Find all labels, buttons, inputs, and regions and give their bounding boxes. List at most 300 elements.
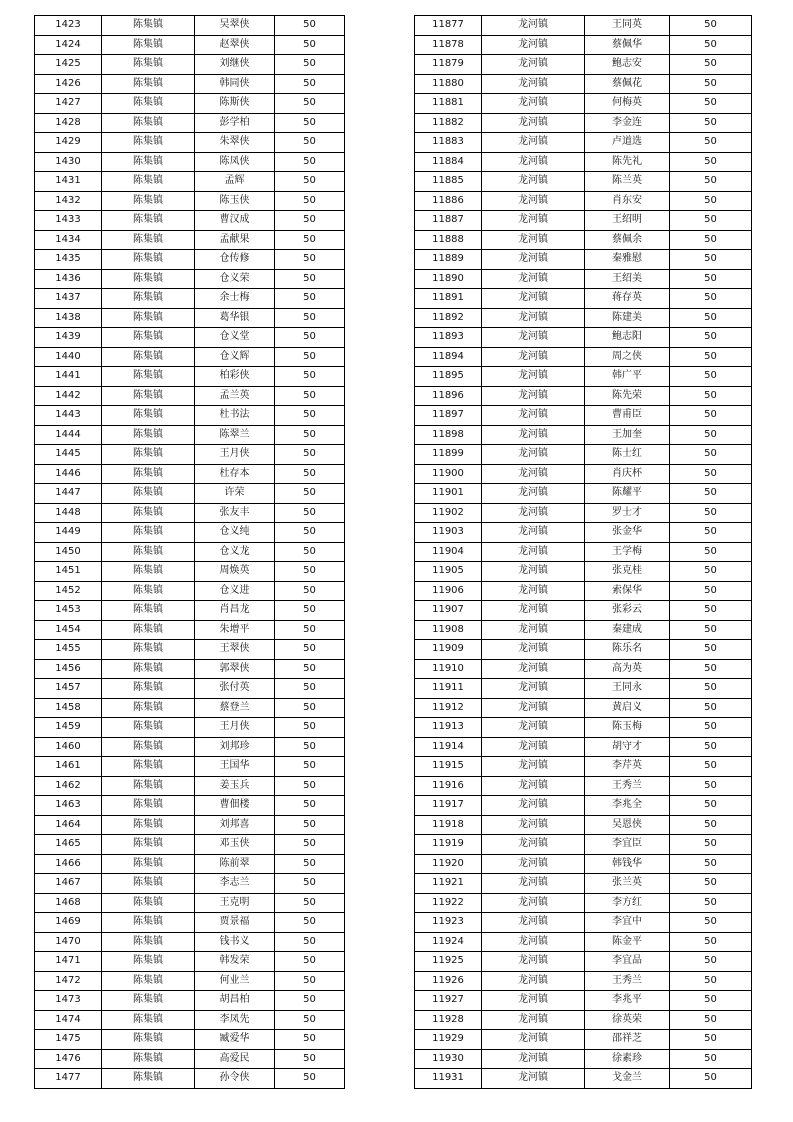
amount-cell: 50 <box>275 854 345 874</box>
town-cell: 龙河镇 <box>482 679 585 699</box>
amount-cell: 50 <box>670 113 752 133</box>
town-cell: 龙河镇 <box>482 16 585 36</box>
table-row <box>35 425 345 445</box>
town-cell: 陈集镇 <box>102 133 195 153</box>
table-row <box>415 269 752 289</box>
name-cell: 韩发荣 <box>195 952 275 972</box>
town-cell: 陈集镇 <box>102 211 195 231</box>
amount-cell: 50 <box>670 133 752 153</box>
table-row <box>35 1069 345 1089</box>
name-cell: 陈翠兰 <box>195 425 275 445</box>
town-cell: 龙河镇 <box>482 1069 585 1089</box>
name-cell: 李凤先 <box>195 1010 275 1030</box>
serial-number-cell: 11901 <box>415 484 482 504</box>
serial-number-cell: 1433 <box>35 211 102 231</box>
town-cell: 陈集镇 <box>102 503 195 523</box>
name-cell: 高爱民 <box>195 1049 275 1069</box>
name-cell: 李兆平 <box>585 991 670 1011</box>
serial-number-cell: 1474 <box>35 1010 102 1030</box>
name-cell: 朱增平 <box>195 620 275 640</box>
table-row <box>35 640 345 660</box>
name-cell: 陈乐名 <box>585 640 670 660</box>
amount-cell: 50 <box>670 74 752 94</box>
town-cell: 陈集镇 <box>102 74 195 94</box>
serial-number-cell: 1428 <box>35 113 102 133</box>
serial-number-cell: 11885 <box>415 172 482 192</box>
amount-cell: 50 <box>275 464 345 484</box>
amount-cell: 50 <box>275 698 345 718</box>
serial-number-cell: 1439 <box>35 328 102 348</box>
amount-cell: 50 <box>275 523 345 543</box>
amount-cell: 50 <box>670 620 752 640</box>
name-cell: 张友丰 <box>195 503 275 523</box>
table-row <box>415 74 752 94</box>
town-cell: 陈集镇 <box>102 971 195 991</box>
amount-cell: 50 <box>275 913 345 933</box>
table-row <box>415 991 752 1011</box>
serial-number-cell: 11898 <box>415 425 482 445</box>
town-cell: 龙河镇 <box>482 152 585 172</box>
amount-cell: 50 <box>275 776 345 796</box>
serial-number-cell: 11920 <box>415 854 482 874</box>
table-row <box>415 55 752 75</box>
name-cell: 陈斯侠 <box>195 94 275 114</box>
name-cell: 陈建美 <box>585 308 670 328</box>
name-cell: 孟辉 <box>195 172 275 192</box>
amount-cell: 50 <box>275 581 345 601</box>
name-cell: 索保华 <box>585 581 670 601</box>
table-row <box>415 1069 752 1089</box>
amount-cell: 50 <box>670 835 752 855</box>
name-cell: 陈士红 <box>585 445 670 465</box>
town-cell: 陈集镇 <box>102 230 195 250</box>
serial-number-cell: 11888 <box>415 230 482 250</box>
amount-cell: 50 <box>670 211 752 231</box>
serial-number-cell: 11928 <box>415 1010 482 1030</box>
town-cell: 陈集镇 <box>102 581 195 601</box>
name-cell: 秦雅慰 <box>585 250 670 270</box>
table-row <box>415 835 752 855</box>
table-row <box>415 425 752 445</box>
table-row <box>415 874 752 894</box>
amount-cell: 50 <box>670 445 752 465</box>
name-cell: 吴恩侠 <box>585 815 670 835</box>
town-cell: 龙河镇 <box>482 815 585 835</box>
serial-number-cell: 11902 <box>415 503 482 523</box>
town-cell: 陈集镇 <box>102 698 195 718</box>
serial-number-cell: 11926 <box>415 971 482 991</box>
town-cell: 龙河镇 <box>482 698 585 718</box>
table-row <box>35 464 345 484</box>
town-cell: 陈集镇 <box>102 913 195 933</box>
name-cell: 刘继侠 <box>195 55 275 75</box>
serial-number-cell: 1466 <box>35 854 102 874</box>
table-row <box>35 1010 345 1030</box>
amount-cell: 50 <box>670 347 752 367</box>
serial-number-cell: 11914 <box>415 737 482 757</box>
serial-number-cell: 11909 <box>415 640 482 660</box>
town-cell: 龙河镇 <box>482 620 585 640</box>
amount-cell: 50 <box>275 503 345 523</box>
serial-number-cell: 11891 <box>415 289 482 309</box>
table-row <box>415 893 752 913</box>
table-row <box>415 952 752 972</box>
town-cell: 龙河镇 <box>482 386 585 406</box>
name-cell: 曹汉成 <box>195 211 275 231</box>
table-row <box>35 523 345 543</box>
serial-number-cell: 1456 <box>35 659 102 679</box>
name-cell: 陈金平 <box>585 932 670 952</box>
serial-number-cell: 1469 <box>35 913 102 933</box>
amount-cell: 50 <box>670 406 752 426</box>
town-cell: 陈集镇 <box>102 620 195 640</box>
town-cell: 陈集镇 <box>102 152 195 172</box>
name-cell: 陈先礼 <box>585 152 670 172</box>
table-row <box>35 620 345 640</box>
table-row <box>415 815 752 835</box>
table-row <box>35 406 345 426</box>
amount-cell: 50 <box>670 991 752 1011</box>
table-row <box>415 230 752 250</box>
town-cell: 陈集镇 <box>102 308 195 328</box>
amount-cell: 50 <box>275 796 345 816</box>
amount-cell: 50 <box>670 718 752 738</box>
town-cell: 陈集镇 <box>102 35 195 55</box>
serial-number-cell: 1443 <box>35 406 102 426</box>
town-cell: 龙河镇 <box>482 835 585 855</box>
serial-number-cell: 1444 <box>35 425 102 445</box>
serial-number-cell: 1476 <box>35 1049 102 1069</box>
amount-cell: 50 <box>275 211 345 231</box>
table-row <box>35 659 345 679</box>
name-cell: 徐英荣 <box>585 1010 670 1030</box>
table-row <box>415 35 752 55</box>
table-row <box>35 854 345 874</box>
amount-cell: 50 <box>670 35 752 55</box>
name-cell: 贾景福 <box>195 913 275 933</box>
serial-number-cell: 1424 <box>35 35 102 55</box>
amount-cell: 50 <box>275 718 345 738</box>
serial-number-cell: 1458 <box>35 698 102 718</box>
name-cell: 李志兰 <box>195 874 275 894</box>
table-row <box>35 776 345 796</box>
serial-number-cell: 11925 <box>415 952 482 972</box>
amount-cell: 50 <box>275 971 345 991</box>
name-cell: 邓玉侠 <box>195 835 275 855</box>
amount-cell: 50 <box>670 698 752 718</box>
serial-number-cell: 1450 <box>35 542 102 562</box>
serial-number-cell: 1459 <box>35 718 102 738</box>
table-row <box>35 55 345 75</box>
amount-cell: 50 <box>670 55 752 75</box>
town-cell: 龙河镇 <box>482 133 585 153</box>
amount-cell: 50 <box>670 16 752 36</box>
name-cell: 柏彩侠 <box>195 367 275 387</box>
town-cell: 龙河镇 <box>482 269 585 289</box>
name-cell: 曹佃楼 <box>195 796 275 816</box>
serial-number-cell: 11908 <box>415 620 482 640</box>
name-cell: 仓义辉 <box>195 347 275 367</box>
name-cell: 陈先荣 <box>585 386 670 406</box>
name-cell: 鲍志阳 <box>585 328 670 348</box>
town-cell: 陈集镇 <box>102 893 195 913</box>
table-row <box>35 1030 345 1050</box>
town-cell: 龙河镇 <box>482 776 585 796</box>
table-row <box>35 250 345 270</box>
name-cell: 李金连 <box>585 113 670 133</box>
town-cell: 陈集镇 <box>102 328 195 348</box>
town-cell: 陈集镇 <box>102 1010 195 1030</box>
town-cell: 陈集镇 <box>102 815 195 835</box>
town-cell: 陈集镇 <box>102 659 195 679</box>
amount-cell: 50 <box>275 601 345 621</box>
name-cell: 李方红 <box>585 893 670 913</box>
amount-cell: 50 <box>275 269 345 289</box>
name-cell: 张克桂 <box>585 562 670 582</box>
town-cell: 陈集镇 <box>102 523 195 543</box>
table-row <box>35 230 345 250</box>
serial-number-cell: 11913 <box>415 718 482 738</box>
amount-cell: 50 <box>275 835 345 855</box>
town-cell: 龙河镇 <box>482 757 585 777</box>
name-cell: 孟兰英 <box>195 386 275 406</box>
name-cell: 王月侠 <box>195 445 275 465</box>
table-row <box>415 152 752 172</box>
name-cell: 王秀兰 <box>585 971 670 991</box>
amount-cell: 50 <box>670 308 752 328</box>
serial-number-cell: 1462 <box>35 776 102 796</box>
name-cell: 孟献果 <box>195 230 275 250</box>
table-row <box>35 893 345 913</box>
town-cell: 陈集镇 <box>102 386 195 406</box>
serial-number-cell: 1426 <box>35 74 102 94</box>
serial-number-cell: 1441 <box>35 367 102 387</box>
serial-number-cell: 1440 <box>35 347 102 367</box>
serial-number-cell: 11896 <box>415 386 482 406</box>
amount-cell: 50 <box>275 620 345 640</box>
town-cell: 陈集镇 <box>102 776 195 796</box>
amount-cell: 50 <box>275 386 345 406</box>
amount-cell: 50 <box>275 74 345 94</box>
town-cell: 龙河镇 <box>482 367 585 387</box>
amount-cell: 50 <box>275 952 345 972</box>
amount-cell: 50 <box>275 230 345 250</box>
table-row <box>415 191 752 211</box>
name-cell: 王秀兰 <box>585 776 670 796</box>
town-cell: 龙河镇 <box>482 172 585 192</box>
table-row <box>35 308 345 328</box>
serial-number-cell: 11931 <box>415 1069 482 1089</box>
amount-cell: 50 <box>670 269 752 289</box>
town-cell: 龙河镇 <box>482 484 585 504</box>
serial-number-cell: 1442 <box>35 386 102 406</box>
amount-cell: 50 <box>670 562 752 582</box>
town-cell: 龙河镇 <box>482 406 585 426</box>
amount-cell: 50 <box>670 367 752 387</box>
town-cell: 龙河镇 <box>482 523 585 543</box>
table-row <box>415 113 752 133</box>
serial-number-cell: 1436 <box>35 269 102 289</box>
amount-cell: 50 <box>670 542 752 562</box>
serial-number-cell: 11881 <box>415 94 482 114</box>
amount-cell: 50 <box>275 55 345 75</box>
amount-cell: 50 <box>670 581 752 601</box>
amount-cell: 50 <box>670 503 752 523</box>
table-row <box>35 542 345 562</box>
table-row <box>415 913 752 933</box>
amount-cell: 50 <box>275 289 345 309</box>
serial-number-cell: 11916 <box>415 776 482 796</box>
serial-number-cell: 1455 <box>35 640 102 660</box>
table-row <box>415 1049 752 1069</box>
name-cell: 王克明 <box>195 893 275 913</box>
town-cell: 龙河镇 <box>482 542 585 562</box>
serial-number-cell: 11879 <box>415 55 482 75</box>
amount-cell: 50 <box>670 601 752 621</box>
table-row <box>415 796 752 816</box>
table-row <box>415 250 752 270</box>
town-cell: 龙河镇 <box>482 211 585 231</box>
amount-cell: 50 <box>275 874 345 894</box>
name-cell: 孙令侠 <box>195 1069 275 1089</box>
serial-number-cell: 11905 <box>415 562 482 582</box>
town-cell: 龙河镇 <box>482 425 585 445</box>
serial-number-cell: 11878 <box>415 35 482 55</box>
table-row <box>415 854 752 874</box>
table-row <box>35 581 345 601</box>
name-cell: 郭翠侠 <box>195 659 275 679</box>
amount-cell: 50 <box>670 952 752 972</box>
table-row <box>35 991 345 1011</box>
table-row <box>415 523 752 543</box>
serial-number-cell: 11899 <box>415 445 482 465</box>
serial-number-cell: 1438 <box>35 308 102 328</box>
name-cell: 刘邦喜 <box>195 815 275 835</box>
amount-cell: 50 <box>670 815 752 835</box>
amount-cell: 50 <box>275 308 345 328</box>
serial-number-cell: 1475 <box>35 1030 102 1050</box>
right-roster-body <box>415 16 752 1089</box>
name-cell: 李芹英 <box>585 757 670 777</box>
serial-number-cell: 1445 <box>35 445 102 465</box>
name-cell: 韩广平 <box>585 367 670 387</box>
name-cell: 肖东安 <box>585 191 670 211</box>
name-cell: 肖庆杯 <box>585 464 670 484</box>
table-row <box>415 698 752 718</box>
serial-number-cell: 11921 <box>415 874 482 894</box>
right-roster-table <box>414 15 752 1089</box>
amount-cell: 50 <box>275 815 345 835</box>
amount-cell: 50 <box>275 347 345 367</box>
town-cell: 陈集镇 <box>102 269 195 289</box>
name-cell: 李宜臣 <box>585 835 670 855</box>
town-cell: 陈集镇 <box>102 757 195 777</box>
table-row <box>35 757 345 777</box>
serial-number-cell: 11922 <box>415 893 482 913</box>
amount-cell: 50 <box>670 152 752 172</box>
serial-number-cell: 11882 <box>415 113 482 133</box>
table-row <box>35 796 345 816</box>
table-row <box>415 581 752 601</box>
name-cell: 戈金兰 <box>585 1069 670 1089</box>
name-cell: 刘邦珍 <box>195 737 275 757</box>
table-row <box>35 718 345 738</box>
table-row <box>35 484 345 504</box>
name-cell: 仓义龙 <box>195 542 275 562</box>
town-cell: 陈集镇 <box>102 484 195 504</box>
serial-number-cell: 1467 <box>35 874 102 894</box>
serial-number-cell: 1477 <box>35 1069 102 1089</box>
town-cell: 陈集镇 <box>102 640 195 660</box>
amount-cell: 50 <box>275 1069 345 1089</box>
serial-number-cell: 1447 <box>35 484 102 504</box>
name-cell: 何业兰 <box>195 971 275 991</box>
town-cell: 陈集镇 <box>102 347 195 367</box>
name-cell: 周之侠 <box>585 347 670 367</box>
table-row <box>35 269 345 289</box>
town-cell: 龙河镇 <box>482 1049 585 1069</box>
serial-number-cell: 11887 <box>415 211 482 231</box>
town-cell: 陈集镇 <box>102 55 195 75</box>
table-row <box>35 74 345 94</box>
name-cell: 王绍明 <box>585 211 670 231</box>
table-row <box>35 913 345 933</box>
town-cell: 陈集镇 <box>102 874 195 894</box>
serial-number-cell: 1465 <box>35 835 102 855</box>
town-cell: 龙河镇 <box>482 113 585 133</box>
amount-cell: 50 <box>670 893 752 913</box>
table-row <box>35 835 345 855</box>
name-cell: 张兰英 <box>585 874 670 894</box>
serial-number-cell: 1432 <box>35 191 102 211</box>
town-cell: 陈集镇 <box>102 250 195 270</box>
amount-cell: 50 <box>275 1010 345 1030</box>
amount-cell: 50 <box>670 1049 752 1069</box>
amount-cell: 50 <box>275 172 345 192</box>
serial-number-cell: 11911 <box>415 679 482 699</box>
town-cell: 陈集镇 <box>102 367 195 387</box>
town-cell: 陈集镇 <box>102 601 195 621</box>
amount-cell: 50 <box>275 757 345 777</box>
amount-cell: 50 <box>670 289 752 309</box>
table-row <box>35 35 345 55</box>
serial-number-cell: 1453 <box>35 601 102 621</box>
table-row <box>35 932 345 952</box>
amount-cell: 50 <box>670 94 752 114</box>
amount-cell: 50 <box>670 1030 752 1050</box>
name-cell: 陈玉梅 <box>585 718 670 738</box>
table-row <box>35 1049 345 1069</box>
serial-number-cell: 1468 <box>35 893 102 913</box>
name-cell: 王国华 <box>195 757 275 777</box>
serial-number-cell: 11883 <box>415 133 482 153</box>
town-cell: 龙河镇 <box>482 1030 585 1050</box>
table-row <box>415 601 752 621</box>
amount-cell: 50 <box>670 679 752 699</box>
table-row <box>35 698 345 718</box>
amount-cell: 50 <box>670 913 752 933</box>
serial-number-cell: 11912 <box>415 698 482 718</box>
serial-number-cell: 11918 <box>415 815 482 835</box>
serial-number-cell: 11893 <box>415 328 482 348</box>
table-row <box>35 562 345 582</box>
serial-number-cell: 11894 <box>415 347 482 367</box>
amount-cell: 50 <box>670 191 752 211</box>
serial-number-cell: 11915 <box>415 757 482 777</box>
town-cell: 陈集镇 <box>102 1049 195 1069</box>
amount-cell: 50 <box>670 1010 752 1030</box>
table-row <box>415 932 752 952</box>
